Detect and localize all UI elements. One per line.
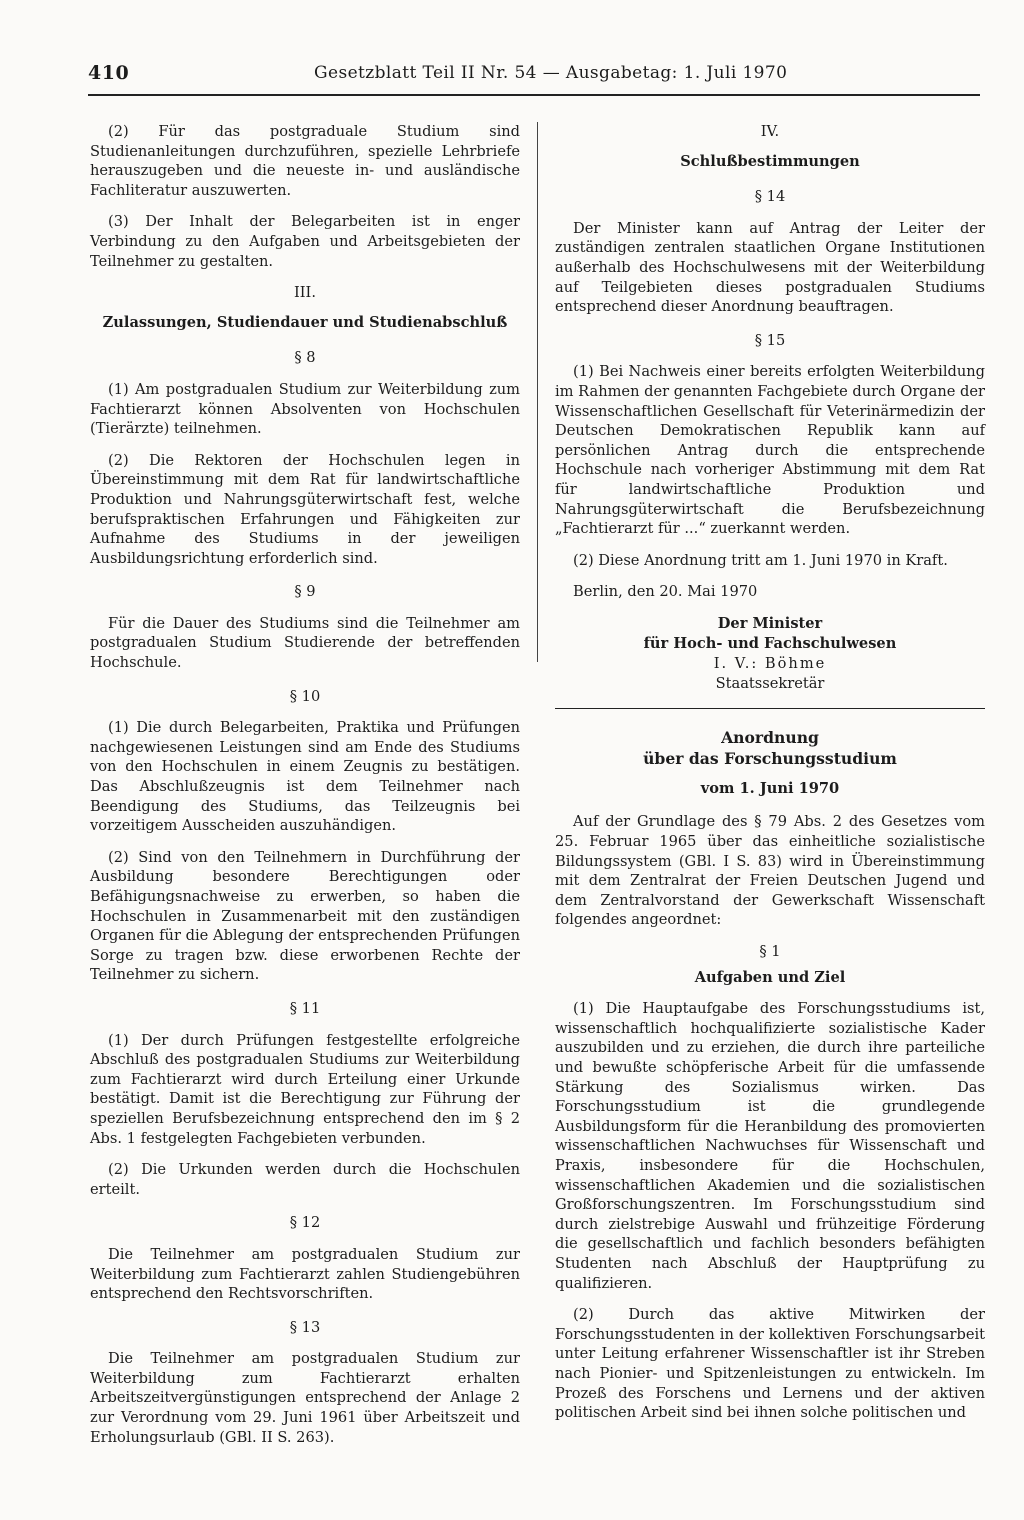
paragraph-heading: § 13 [289, 1318, 321, 1336]
paragraph-heading: § 14 [754, 188, 786, 206]
signer-title: Der Minister [717, 614, 823, 632]
signer-name: I. V.: Böhme [713, 654, 827, 672]
section-divider [555, 708, 985, 709]
signer-title: für Hoch- und Fachschulwesen [643, 634, 897, 652]
paragraph: (2) Die Urkunden werden durch die Hochschulen erteilt. [90, 1161, 520, 1198]
paragraph: (1) Die durch Belegarbeiten, Praktika und Prüfungen nachgewiesenen Leistungen sind am Ende des Studiums von den Hochschulen in einem Zeugnis zu bestätigen. Das Abschlußzeugnis ist dem Teilnehmer nach Beendigung des Studiums, das Teilzeugnis bei vorzeitigem Ausscheiden auszuhändigen. [90, 719, 520, 835]
paragraph: (2) Durch das aktive Mitwirken der Forschungsstudenten in der kollektiven Forschungsarbeit unter Leitung erfahrener Wissenschaftler ist ihr Streben nach Pionier- und Spitzenleistungen zu entwickeln. Im Prozeß des Forschens und Lernens und der aktiven politischen Arbeit sind bei ihnen solche politischen und [555, 1306, 985, 1422]
paragraph: (1) Die Hauptaufgabe des Forschungsstudiums ist, wissenschaftlich hochqualifizierte sozialistische Kader auszubilden und zu erziehen, die durch ihre parteiliche und bewußte schöpferische Arbeit für die umfassende Stärkung des Sozialismus wirken. Das Forschungsstudium ist die grundlegende Ausbildungsform für die Heranbildung des promovierten wissenschaftlichen Nachwuchses für Wissenschaft und Praxis, insbesondere für die Hochschulen, wissenschaftlichen Akademien und die sozialistischen Großforschungszentren. Im Forschungsstudium sind durch zielstrebige Auswahl und frühzeitige Förderung die gesellschaftlich und fachlich besonders befähigten Studenten nach Abschluß der Hauptprüfung zu qualifizieren. [555, 1000, 985, 1292]
section-number: III. [294, 284, 316, 302]
paragraph: Der Minister kann auf Antrag der Leiter der zuständigen zentralen staatlichen Organe Institutionen außerhalb des Hochschulwesens mit der Weiterbildung auf Teilgebieten dieses postgradualen Studiums entsprechend dieser Anordnung beauftragen. [555, 219, 985, 316]
document-title: Anordnung [721, 727, 819, 747]
paragraph: (3) Der Inhalt der Belegarbeiten ist in enger Verbindung zu den Aufgaben und Arbeitsgebieten der Teilnehmer zu gestalten. [90, 213, 520, 270]
signer-role: Staatssekretär [715, 674, 825, 692]
right-column [555, 122, 985, 1435]
running-head: Gesetzblatt Teil II Nr. 54 — Ausgabetag: 1. Juli 1970 [314, 63, 788, 83]
place-date: Berlin, den 20. Mai 1970 [573, 583, 758, 601]
paragraph-heading: § 12 [289, 1214, 321, 1232]
paragraph-heading: § 9 [294, 583, 316, 601]
paragraph-heading: § 8 [294, 349, 316, 367]
paragraph-heading: § 15 [754, 331, 786, 349]
paragraph-heading: § 11 [289, 999, 321, 1017]
paragraph: (1) Am postgradualen Studium zur Weiterbildung zum Fachtierarzt können Absolventen von Hochschulen (Tierärzte) teilnehmen. [90, 380, 520, 438]
page-number: 410 [88, 62, 130, 84]
paragraph: Die Teilnehmer am postgradualen Studium zur Weiterbildung zum Fachtierarzt erhalten Arbeitszeitvergünstigungen entsprechend der Anlage 2 zur Verordnung vom 29. Juni 1961 über Arbeitszeit und Erholungsurlaub (GBl. II S. 263). [90, 1350, 520, 1446]
paragraph: (2) Für das postgraduale Studium sind Studienanleitungen durchzuführen, spezielle Lehrbriefe herauszugeben und die neueste in- und ausländische Fachliteratur auszuwerten. [90, 123, 520, 199]
section-title: Zulassungen, Studiendauer und Studienabschluß [102, 313, 508, 331]
preamble: Auf der Grundlage des § 79 Abs. 2 des Gesetzes vom 25. Februar 1965 über das einheitliche sozialistische Bildungssystem (GBl. I S. 83) wird in Übereinstimmung mit dem Zentralrat der Freien Deutschen Jugend und dem Zentralvorstand der Gewerkschaft Wissenschaft folgendes angeordnet: [555, 813, 985, 929]
paragraph-title: Aufgaben und Ziel [694, 968, 846, 986]
paragraph-heading: § 10 [289, 687, 321, 705]
document-date: vom 1. Juni 1970 [700, 779, 840, 797]
paragraph: Die Teilnehmer am postgradualen Studium zur Weiterbildung zum Fachtierarzt zahlen Studiengebühren entsprechend den Rechtsvorschriften. [90, 1245, 520, 1303]
document-subtitle: über das Forschungsstudium [643, 748, 897, 768]
paragraph: (2) Diese Anordnung tritt am 1. Juni 1970 in Kraft. [573, 551, 948, 569]
left-column [90, 122, 520, 1459]
paragraph: (2) Sind von den Teilnehmern in Durchführung der Ausbildung besondere Berechtigungen oder Befähigungsnachweise zu erwerben, so haben die Hochschulen in Zusammenarbeit mit den zuständigen Organen für die Ablegung der entsprechenden Prüfungen Sorge zu tragen bzw. diese erworbenen Rechte der Teilnehmer zu sichern. [90, 848, 520, 984]
paragraph: (1) Der durch Prüfungen festgestellte erfolgreiche Abschluß des postgradualen Studiums zur Weiterbildung zum Fachtierarzt wird durch Erteilung einer Urkunde bestätigt. Damit ist die Berechtigung zur Führung der speziellen Berufsbezeichnung entsprechend den im § 2 Abs. 1 festgelegten Fachgebieten verbunden. [90, 1031, 520, 1147]
section-number: IV. [760, 123, 780, 140]
paragraph-heading: § 1 [759, 943, 781, 961]
page-header [88, 62, 980, 96]
section-title: Schlußbestimmungen [680, 152, 860, 170]
paragraph: (1) Bei Nachweis einer bereits erfolgten Weiterbildung im Rahmen der genannten Fachgebiete durch Organe der Wissenschaftlichen Gesellschaft für Veterinärmedizin der Deutschen Demokratischen Republik kann auf persönlichen Antrag durch die entsprechende Hochschule nach vorheriger Abstimmung mit dem Rat für landwirtschaftliche Produktion und Nahrungsgüterwirtschaft die Berufsbezeichnung „Fachtierarzt für ...“ zuerkannt werden. [555, 363, 985, 538]
column-divider [537, 122, 538, 662]
paragraph: (2) Die Rektoren der Hochschulen legen in Übereinstimmung mit dem Rat für landwirtschaftliche Produktion und Nahrungsgüterwirtschaft fest, welche berufspraktischen Erfahrungen und Fähigkeiten zur Aufnahme des Studiums in der jeweiligen Ausbildungsrichtung erforderlich sind. [90, 451, 520, 567]
paragraph: Für die Dauer des Studiums sind die Teilnehmer am postgradualen Studium Studierende der betreffenden Hochschule. [90, 614, 520, 672]
